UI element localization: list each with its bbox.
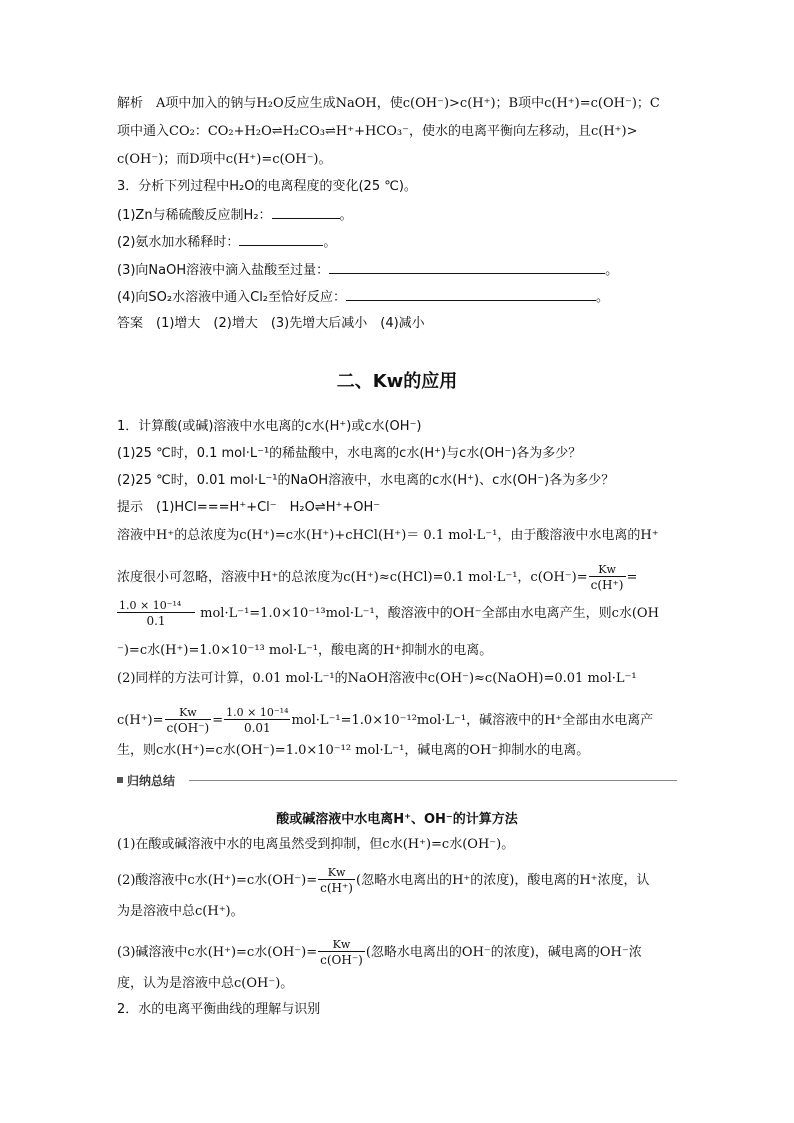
q3-item-2-text: (2)氨水加水稀释时：: [117, 235, 240, 250]
summary-bar: [117, 773, 677, 787]
part1-line-6-tail: mol·L⁻¹=1.0×10⁻¹²mol·L⁻¹，碱溶液中的H⁺全部由水电离产: [291, 713, 654, 728]
fraction-denominator: c(H⁺): [590, 578, 624, 592]
part1-line-3-text: mol·L⁻¹=1.0×10⁻¹³mol·L⁻¹，酸溶液中的OH⁻全部由水电离产生，则c水(OH: [200, 606, 659, 621]
part1-title: 1．计算酸(或碱)溶液中水电离的c水(H⁺)或c水(OH⁻): [117, 419, 422, 434]
fraction-denominator: c(OH⁻): [320, 953, 363, 967]
summary-label: 归纳总结: [127, 774, 176, 788]
q3-item-2: [117, 233, 336, 252]
part1-line-1: 溶液中H⁺的总浓度为c(H⁺)=c水(H⁺)+cHCl(H⁺)＝ 0.1 mol·L⁻¹，由于酸溶液中水电离的H⁺: [117, 528, 659, 543]
section-title: 二、Kw的应用: [336, 371, 458, 392]
part1-line-7: 生，则c水(H⁺)=c水(OH⁻)=1.0×10⁻¹² mol·L⁻¹，碱电离的OH⁻抑制水的电离。: [117, 743, 590, 758]
fraction-kw-over-ch: [318, 866, 355, 895]
period: 。: [323, 235, 337, 250]
fraction-denominator: 0.01: [224, 719, 290, 735]
equals-sign: =: [626, 570, 638, 585]
part1-line-3: [117, 599, 659, 628]
summary-line-2-tail: (忽略水电离出的H⁺的浓度)，酸电离的H⁺浓度，认: [356, 873, 650, 888]
period: 。: [596, 290, 610, 305]
summary-divider: [189, 780, 677, 781]
fraction-kw-over-coh: [165, 706, 212, 735]
fraction-kw-over-ch: [589, 563, 626, 592]
part1-question-2: (2)25 ℃时，0.01 mol·L⁻¹的NaOH溶液中，水电离的c水(H⁺)、c水(OH⁻)各为多少？: [117, 473, 615, 488]
summary-title: 酸或碱溶液中水电离H⁺、OH⁻的计算方法: [276, 812, 518, 827]
fraction-1e-14-over-0.1: [117, 599, 195, 628]
fraction-numerator: Kw: [327, 866, 346, 879]
answer-blank[interactable]: [272, 206, 340, 219]
summary-line-3-text: (3)碱溶液中c水(H⁺)=c水(OH⁻)=: [117, 945, 318, 960]
part1-question-1: (1)25 ℃时，0.1 mol·L⁻¹的稀盐酸中，水电离的c水(H⁺)与c水(OH⁻)各为多少？: [117, 446, 582, 461]
period: 。: [605, 263, 619, 278]
q3-item-1-text: (1)Zn与稀硫酸反应制H₂：: [117, 208, 272, 223]
fraction-numerator: 1.0 × 10⁻¹⁴: [119, 599, 182, 612]
q3-item-3-text: (3)向NaOH溶液中滴入盐酸至过量：: [117, 263, 330, 278]
summary-line-3-tail: (忽略水电离出的OH⁻的浓度)，碱电离的OH⁻浓: [365, 945, 642, 960]
answer-blank[interactable]: [239, 233, 323, 246]
fraction-denominator: c(OH⁻): [166, 721, 210, 735]
fraction-numerator: Kw: [598, 563, 616, 576]
fraction-kw-over-coh: [318, 938, 365, 967]
analysis-line-3: c(OH⁻)；而D项中c(H⁺)=c(OH⁻)。: [117, 152, 332, 167]
fraction-denominator: c(H⁺): [320, 881, 353, 895]
part1-line-6-text: c(H⁺)=: [117, 713, 164, 728]
part1-line-2-text: 浓度很小可忽略，溶液中H⁺的总浓度为c(H⁺)≈c(HCl)=0.1 mol·L⁻¹，c(OH⁻)=: [117, 570, 588, 585]
summary-line-3: [117, 938, 642, 967]
part1-line-2: [117, 563, 637, 592]
analysis-line-1: [117, 95, 660, 113]
period: 。: [339, 208, 353, 223]
answer-blank[interactable]: [329, 261, 605, 274]
part1-line-4: ⁻)=c水(H⁺)=1.0×10⁻¹³ mol·L⁻¹，酸电离的H⁺抑制水的电离。: [117, 643, 493, 658]
equals-sign: =: [212, 713, 224, 728]
part1-line-6: [117, 706, 653, 735]
answer-blank[interactable]: [346, 288, 596, 301]
summary-square-icon: [117, 777, 123, 783]
analysis-text-1: A项中加入的钠与H₂O反应生成NaOH，使c(OH⁻)>c(H⁺)；B项中c(H⁺)=c(OH⁻)；C: [156, 96, 660, 111]
fraction-numerator: 1.0 × 10⁻¹⁴: [226, 706, 289, 719]
fraction-numerator: Kw: [332, 938, 351, 951]
part1-hint: 提示 (1)HCl===H⁺+Cl⁻ H₂O⇌H⁺+OH⁻: [117, 500, 381, 515]
summary-line-2: [117, 866, 650, 895]
summary-line-3b: 度，认为是溶液中总c(OH⁻)。: [117, 976, 294, 991]
analysis-label: 解析: [117, 96, 144, 111]
q3-answer: 答案 (1)增大 (2)增大 (3)先增大后减小 (4)减小: [117, 316, 425, 331]
q3-item-4: [117, 288, 609, 307]
fraction-numerator: Kw: [179, 706, 197, 719]
summary-line-2b: 为是溶液中总c(H⁺)。: [117, 904, 244, 919]
q3-item-1: [117, 206, 353, 225]
q3-item-4-text: (4)向SO₂水溶液中通入Cl₂至恰好反应：: [117, 290, 347, 305]
part2-title: 2．水的电离平衡曲线的理解与识别: [117, 1002, 321, 1017]
fraction-1e-14-over-0.01: [224, 706, 290, 735]
analysis-line-2: 项中通入CO₂：CO₂+H₂O⇌H₂CO₃⇌H⁺+HCO₃⁻，使水的电离平衡向左移动，且c(H⁺)>: [117, 124, 638, 139]
fraction-denominator: 0.1: [117, 612, 195, 628]
summary-line-2-text: (2)酸溶液中c水(H⁺)=c水(OH⁻)=: [117, 873, 318, 888]
q3-title: 3．分析下列过程中H₂O的电离程度的变化(25 ℃)。: [117, 179, 417, 194]
summary-line-1: (1)在酸或碱溶液中水的电离虽然受到抑制，但c水(H⁺)=c水(OH⁻)。: [117, 837, 515, 852]
q3-item-3: [117, 261, 618, 280]
part1-line-5: (2)同样的方法可计算，0.01 mol·L⁻¹的NaOH溶液中c(OH⁻)≈c(NaOH)=0.01 mol·L⁻¹: [117, 671, 637, 686]
